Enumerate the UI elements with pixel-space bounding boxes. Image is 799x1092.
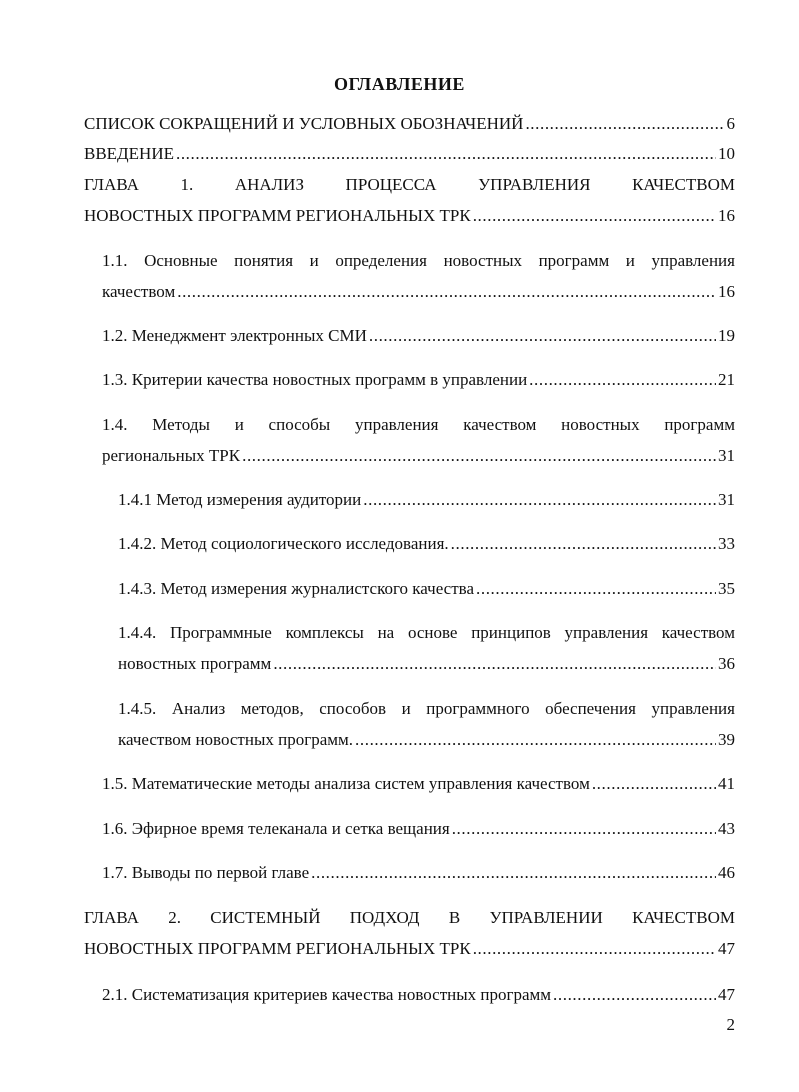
word: программного [426, 699, 530, 718]
word: 1.1. [102, 251, 128, 270]
word: Основные [144, 251, 218, 270]
toc-page-number: 47 [718, 939, 735, 958]
toc-section-1-3[interactable] [102, 369, 735, 391]
toc-page-number: 31 [718, 490, 735, 509]
dot-leader [473, 205, 716, 227]
toc-section-1-4-5-line1[interactable] [118, 698, 735, 720]
word: качеством [463, 415, 537, 434]
toc-page-number: 47 [718, 985, 735, 1004]
word: 1. [180, 175, 194, 194]
word: понятия [234, 251, 294, 270]
word: новостных [561, 415, 640, 434]
toc-entry-text: качеством [102, 282, 176, 301]
word: управления [651, 699, 735, 718]
dot-leader [311, 862, 716, 884]
toc-section-2-1[interactable] [102, 984, 735, 1006]
word: способов [319, 699, 387, 718]
word: комплексы [285, 623, 364, 642]
toc-entry-text: 1.3. Критерии качества новостных программ в управлении [102, 370, 528, 389]
dot-leader [452, 818, 716, 840]
dot-leader [176, 143, 716, 165]
toc-page-number: 16 [718, 206, 735, 225]
word: УПРАВЛЕНИИ [489, 908, 603, 927]
toc-entry-text: 1.5. Математические методы анализа систем управления качеством [102, 774, 590, 793]
word: управления [564, 623, 649, 642]
toc-page-number: 43 [718, 819, 735, 838]
word: ПОДХОД [349, 908, 420, 927]
word: В [448, 908, 461, 927]
word: ГЛАВА [84, 175, 139, 194]
toc-entry-text: НОВОСТНЫХ ПРОГРАММ РЕГИОНАЛЬНЫХ ТРК [84, 206, 471, 225]
dot-leader [355, 729, 716, 751]
dot-leader [592, 773, 716, 795]
word: 1.4. [102, 415, 128, 434]
toc-page-number: 6 [726, 114, 735, 133]
toc-entry-text: НОВОСТНЫХ ПРОГРАММ РЕГИОНАЛЬНЫХ ТРК [84, 939, 471, 958]
toc-entry-text: 1.4.1 Метод измерения аудитории [118, 490, 362, 509]
toc-section-1-4-5-line2[interactable] [118, 729, 735, 751]
toc-section-1-4-line2[interactable] [102, 445, 735, 467]
word: программ [664, 415, 735, 434]
toc-section-1-4-3[interactable] [118, 578, 735, 600]
toc-entry-text: качеством новостных программ. [118, 730, 354, 749]
toc-chapter-2-line1[interactable] [84, 907, 735, 929]
word: Анализ [171, 699, 226, 718]
toc-entry-text [118, 622, 735, 644]
toc-entry-abbreviations[interactable] [84, 113, 735, 135]
word: КАЧЕСТВОМ [632, 908, 735, 927]
toc-page-number: 16 [718, 282, 735, 301]
toc-chapter-1-line1[interactable] [84, 174, 735, 196]
word: АНАЛИЗ [234, 175, 304, 194]
toc-entry-text [102, 414, 735, 436]
word: 2. [168, 908, 181, 927]
toc-page-number: 35 [718, 579, 735, 598]
toc-section-1-4-4-line1[interactable] [118, 622, 735, 644]
word: и [309, 251, 319, 270]
toc-page-number: 31 [718, 446, 735, 465]
word: СИСТЕМНЫЙ [210, 908, 321, 927]
toc-section-1-7[interactable] [102, 862, 735, 884]
toc-section-1-4-4-line2[interactable] [118, 653, 735, 675]
word: и [401, 699, 411, 718]
toc-section-1-1-line2[interactable] [102, 281, 735, 303]
dot-leader [273, 653, 716, 675]
dot-leader [476, 578, 716, 600]
toc-page-number: 39 [718, 730, 735, 749]
toc-section-1-4-1[interactable] [118, 489, 735, 511]
word: принципов [471, 623, 551, 642]
dot-leader [363, 489, 716, 511]
word: 1.4.4. [118, 623, 157, 642]
word: и [234, 415, 244, 434]
toc-page-number: 33 [718, 534, 735, 553]
word: управления [354, 415, 439, 434]
toc-entry-text: СПИСОК СОКРАЩЕНИЙ И УСЛОВНЫХ ОБОЗНАЧЕНИЙ [84, 114, 524, 133]
toc-entry-text: 1.4.3. Метод измерения журналистского качества [118, 579, 474, 598]
word: определения [335, 251, 427, 270]
word: управления [651, 251, 735, 270]
toc-section-1-6[interactable] [102, 818, 735, 840]
word: основе [407, 623, 458, 642]
toc-page-number: 21 [718, 370, 735, 389]
dot-leader [525, 113, 724, 135]
toc-section-1-4-line1[interactable] [102, 414, 735, 436]
toc-entry-text: 1.4.2. Метод социологического исследования. [118, 534, 449, 553]
toc-entry-text: региональных ТРК [102, 446, 241, 465]
page-number: 2 [726, 1015, 735, 1034]
toc-entry-text: 1.6. Эфирное время телеканала и сетка вещания [102, 819, 450, 838]
toc-chapter-2-line2[interactable] [84, 938, 735, 960]
toc-page-number: 10 [718, 144, 735, 163]
toc-entry-text: 2.1. Систематизация критериев качества новостных программ [102, 985, 552, 1004]
toc-entry-text [102, 250, 735, 272]
word: новостных [443, 251, 522, 270]
word: качеством [661, 623, 735, 642]
word: обеспечения [545, 699, 636, 718]
word: методов, [240, 699, 304, 718]
word: программ [538, 251, 610, 270]
dot-leader [369, 325, 716, 347]
toc-section-1-4-2[interactable] [118, 533, 735, 555]
toc-section-1-5[interactable] [102, 773, 735, 795]
toc-entry-text: новостных программ [118, 654, 272, 673]
toc-entry-introduction[interactable] [84, 143, 735, 165]
word: на [377, 623, 395, 642]
toc-entry-text: 1.2. Менеджмент электронных СМИ [102, 326, 367, 345]
toc-page-number: 41 [718, 774, 735, 793]
toc-section-1-2[interactable] [102, 325, 735, 347]
toc-section-1-1-line1[interactable] [102, 250, 735, 272]
word: КАЧЕСТВОМ [632, 175, 735, 194]
toc-chapter-1-line2[interactable] [84, 205, 735, 227]
dot-leader [242, 445, 716, 467]
page-title: ОГЛАВЛЕНИЕ [334, 74, 465, 94]
toc-entry-text: 1.7. Выводы по первой главе [102, 863, 310, 882]
word: Методы [152, 415, 210, 434]
word: УПРАВЛЕНИЯ [478, 175, 591, 194]
dot-leader [553, 984, 716, 1006]
word: Программные [169, 623, 272, 642]
word: 1.4.5. [118, 699, 157, 718]
toc-page-number: 46 [718, 863, 735, 882]
toc-entry-text [118, 698, 735, 720]
toc-page-number: 19 [718, 326, 735, 345]
word: способы [268, 415, 331, 434]
word: и [625, 251, 635, 270]
dot-leader [473, 938, 716, 960]
dot-leader [529, 369, 716, 391]
dot-leader [177, 281, 716, 303]
toc-entry-text: ВВЕДЕНИЕ [84, 144, 174, 163]
word: ГЛАВА [84, 908, 139, 927]
toc-page-number: 36 [718, 654, 735, 673]
word: ПРОЦЕССА [345, 175, 437, 194]
dot-leader [451, 533, 716, 555]
